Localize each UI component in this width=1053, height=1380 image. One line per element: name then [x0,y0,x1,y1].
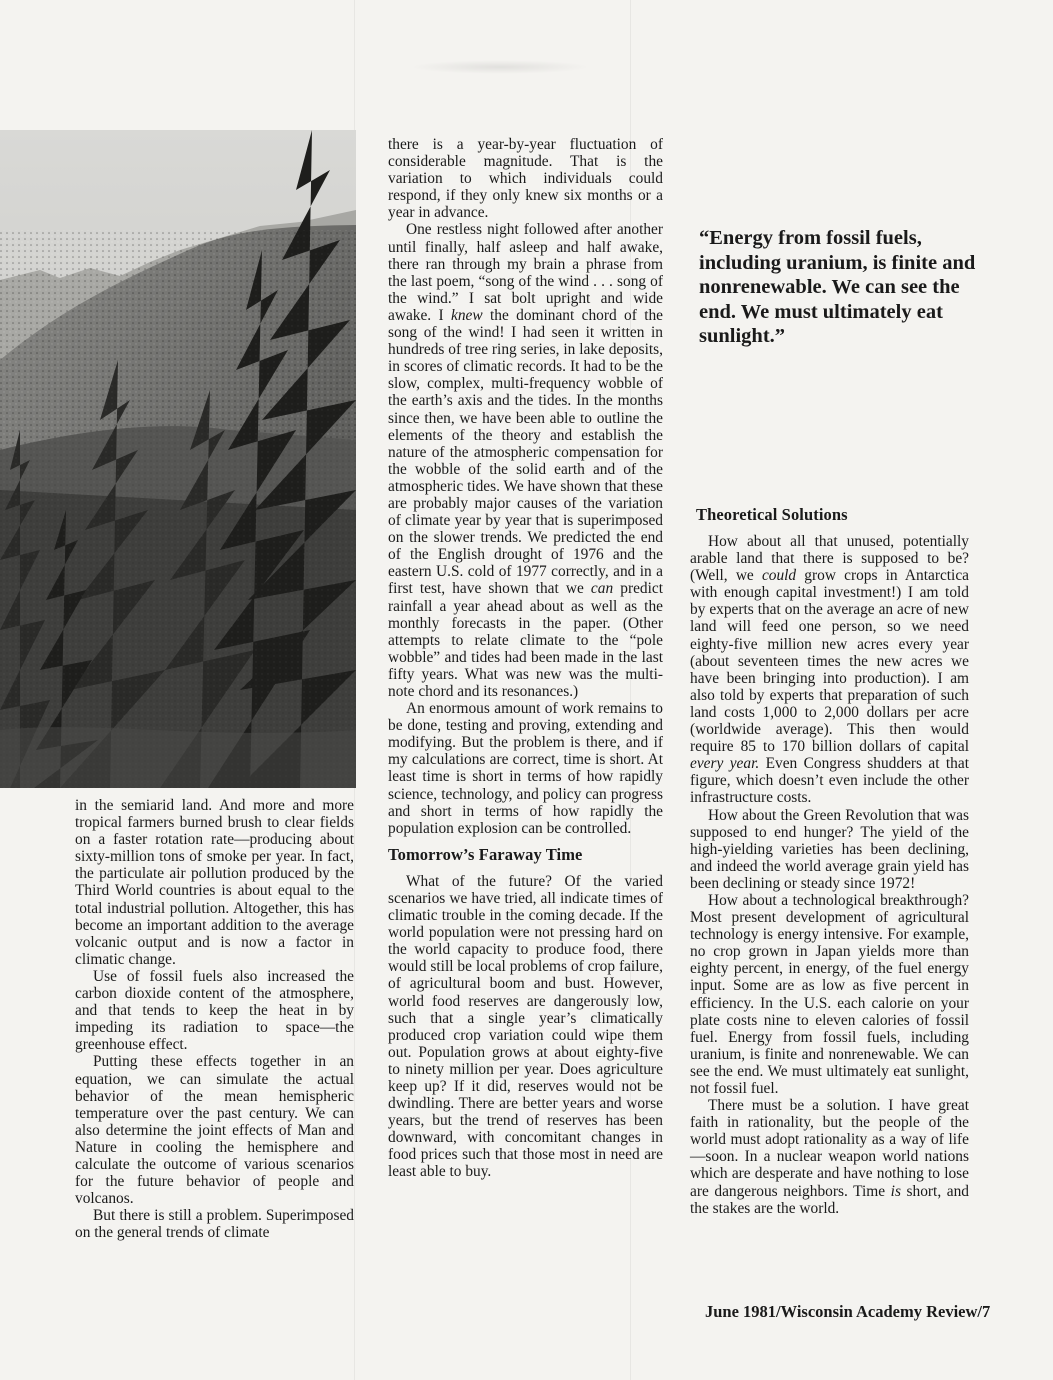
text-run: Even Congress shudders at that figure, which doesn’t even include the other infrastructure costs. [690,755,969,807]
emphasis: can [590,580,614,598]
paragraph [388,221,663,700]
paragraph: How about a technological breakthrough? Most present development of agricultural technology is energy intensive. For example, no crop grown in Japan yields more than eighty percent, in energy, of the fuel energy input. Some are as low as five percent in efficiency. In the U.S. each calorie on your plate costs nine to eleven calories of fossil fuel. Energy from fossil fuels, including uranium, is finite and nonrenewable. We can see the end. We must ultimately eat sunlight, not fossil fuel. [690,891,969,1097]
page-folio: June 1981/Wisconsin Academy Review/7 [705,1302,991,1321]
paragraph: there is a year-by-year fluctuation of considerable magnitude. That is the variation to which individuals could respond, if they only knew six months or a year in advance. [388,136,663,222]
text-run: There must be a solution. I have great faith in rationality, but the people of the world must adopt rationality as a way of life—soon. In a nuclear weapon world nations which are desperate and have nothing to lose are dangerous neighbors. Time [690,1097,969,1200]
text-run: grow crops in Antarctica with enough capital investment!) I am told by experts that on the average an acre of new land will feed one person, so we need eighty-five million new acres every year (about seventeen times the new acres we have been bringing into production). I am also told by experts that preparation of such land costs 1,000 to 2,000 dollars per acre (worldwide average). This then would require 85 to 170 billion dollars of capital [690,567,969,756]
paragraph [690,1097,969,1217]
emphasis: could [761,567,797,585]
paragraph: in the semiarid land. And more and more tropical farmers burned brush to clear fields on a faster rotation rate—producing about sixty-million tons of smoke per year. In fact, the particulate air pollution produced by the Third World countries is about equal to the total industrial pollution. Altogether, this has become an important addition to the average volcanic output and is now a factor in climatic change. [75,797,354,968]
text-run: the dominant chord of the song of the wind! I had seen it written in hundreds of tree ring series, in lake deposits, in scores of climatic records. It had to be the slow, complex, multi-frequency wobble of the earth’s axis and the tides. In the months since then, we have been able to outline the elements of the theory and establish the nature of the atmospheric compensation for the wobble of the solid earth and of the atmospheric tides. We have shown that these are probably major causes of the variation of climate year by year that is superimposed on the slower trends. We predicted the end of the English drought of 1976 and the eastern U.S. cold of 1977 correctly, and in a first test, have shown that we [388,306,664,598]
text-run: One restless night followed after another until finally, half asleep and half awake, there ran through my brain a phrase from the last poem, “song of the wind . . . song of the wind.” I sat bolt upright and wide awake. I [388,221,663,324]
paragraph: Putting these effects together in an equation, we can simulate the actual behavior of the mean hemispheric temperature over the past century. We can also determine the joint effects of Man and Nature in cooling the hemisphere and calculate the outcome of various scenarios for the future behavior of people and volcanos. [75,1053,354,1208]
section-heading: Theoretical Solutions [696,505,848,524]
text-column-1 [75,797,354,1241]
pull-quote: “Energy from fossil fuels, including uranium, is finite and nonrenewable. We can see the end. We must ultimately eat sunlight.” [699,227,976,348]
text-run: predict rainfall a year ahead about as well as the monthly forecasts in the paper. (Other attempts to relate climate to the “pole wobble” and tides had been made in the last fifty years. What was new was the multi-note chord and its resonances.) [388,580,663,700]
paragraph [690,533,969,807]
paragraph: Use of fossil fuels also increased the carbon dioxide content of the atmosphere, and that tends to keep the heat in by impeding its radiation to space—the greenhouse effect. [75,967,354,1054]
text-run: How about all that unused, potentially arable land that there is supposed to be? (Well, we [690,533,969,585]
paragraph: What of the future? Of the varied scenarios we have tried, all indicate times of climatic trouble in the coming decade. If the world population were not pressing hard on the world capacity to produce food, there would still be local problems of crop failure, of agricultural boom and bust. However, world food reserves are dangerously low, such that a single year’s climatically produced crop variation could wipe them out. Population grows at about eighty-five to ninety million per year. Does agriculture keep up? If it did, reserves would not be dwindling. There are better years and worse years, but the trend of reserves has been downward, with concomitant changes in food prices such that those most in need are least able to buy. [388,872,663,1181]
text-run: short, and the stakes are the world. [690,1182,969,1217]
emphasis: is [890,1182,901,1200]
emphasis: every year. [690,755,760,773]
paragraph: But there is still a problem. Superimposed on the general trends of climate [75,1207,354,1242]
forest-photo-image [0,130,356,788]
emphasis: knew [451,306,483,324]
print-smudge [410,60,590,74]
paragraph: An enormous amount of work remains to be done, testing and proving, extending and modifying. But the problem is there, and if my calculations are correct, time is short. At least time is short in terms of how rapidly science, technology, and policy can progress and short in terms of how rapidly the population explosion can be controlled. [388,700,663,837]
text-column-3 [690,505,969,1217]
forest-photo [0,130,356,788]
section-heading: Tomorrow’s Faraway Time [388,844,583,864]
text-column-2 [388,136,663,1181]
paragraph: How about the Green Revolution that was supposed to end hunger? The yield of the high-yielding varieties has been declining, and indeed the world average grain yield has been declining or steady since 1972! [690,806,969,892]
